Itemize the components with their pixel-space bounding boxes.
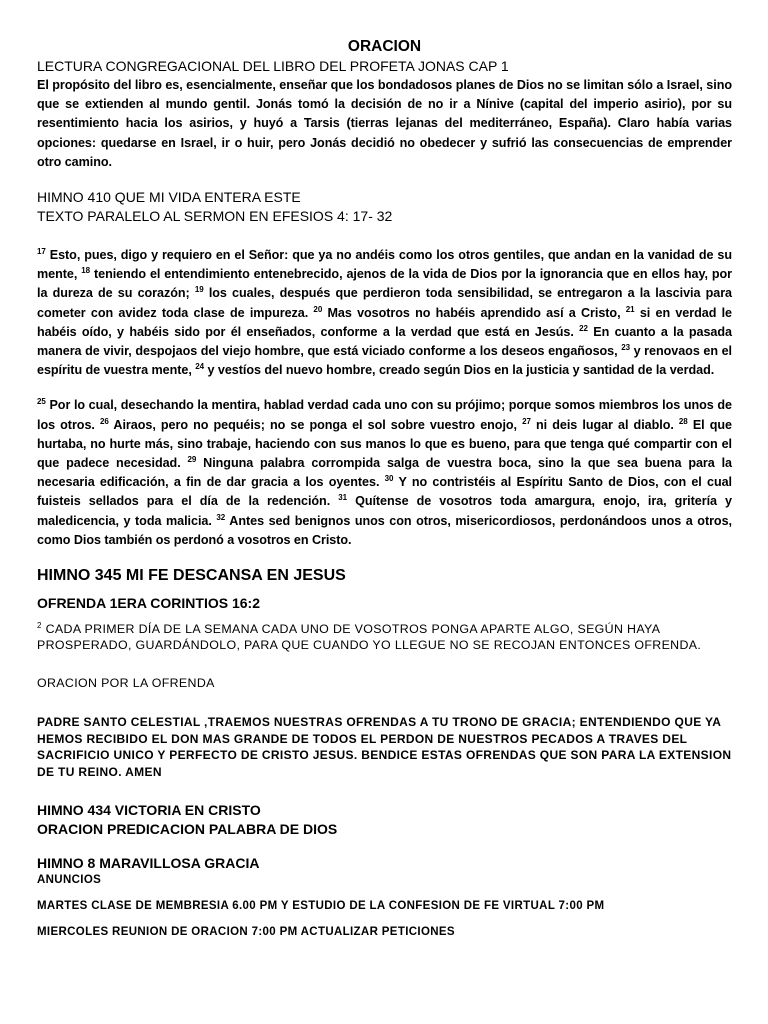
- passage-verses-17-24: [37, 246, 732, 380]
- hymn-434-heading: HIMNO 434 VICTORIA EN CRISTO: [37, 801, 261, 818]
- verse-number: 19: [194, 285, 204, 295]
- verse-number: 28: [678, 416, 688, 426]
- verse-text: El que hurtaba, no hurte más, sino trabaje, haciendo con sus manos lo que es bueno, para que tenga qué compartir con el que padece necesidad.: [37, 417, 732, 471]
- offering-prayer-title: ORACION POR LA OFRENDA: [37, 675, 215, 690]
- verse-number: 18: [81, 266, 91, 276]
- page-title: ORACION: [347, 38, 422, 55]
- verse-text: Y no contristéis al Espíritu Santo de Dios, con el cual fuisteis sellados para el día de la redención.: [37, 475, 733, 509]
- intro-paragraph: El propósito del libro es, esencialmente, enseñar que los bondadosos planes de Dios no se limitan sólo a Israel, sino que se extienden al mundo gentil. Jonás tomó la decisión de no ir a Nínive (capital del imperio asirio), por su resentimiento hacia los asirios, y huyó a Tarsis (tierras lejanas del mediterráneo, España). Claro había varias opciones: quedarse en Israel, ir o huir, pero Jonás decidió no obedecer y sufrió las consecuencias de emprender otro camino.: [37, 78, 732, 169]
- verse-number: 26: [99, 416, 109, 426]
- passage-verses-25-32: [37, 396, 732, 550]
- verse-number: 25: [37, 397, 46, 407]
- verse-text: Por lo cual, desechando la mentira, hablad verdad cada uno con su prójimo; porque somos miembros los unos de los otros.: [37, 398, 732, 432]
- verse-number: 22: [579, 323, 588, 333]
- verse-number: 30: [384, 474, 394, 484]
- verse-text: CADA PRIMER DÍA DE LA SEMANA CADA UNO DE VOSOTROS PONGA APARTE ALGO, SEGÚN HAYA PROSPERADO, GUARDÁNDOLO, PARA QUE CUANDO YO LLEGUE NO SE RECOJAN ENTONCES OFRENDA.: [37, 622, 702, 653]
- verse-text: Mas vosotros no habéis aprendido así a Cristo,: [322, 305, 626, 320]
- hymn-345-heading: HIMNO 345 MI FE DESCANSA EN JESUS: [37, 567, 346, 585]
- verse-number: 32: [216, 512, 226, 522]
- offering-prayer-text: PADRE SANTO CELESTIAL ,TRAEMOS NUESTRAS OFRENDAS A TU TRONO DE GRACIA; ENTENDIENDO QUE YA HEMOS RECIBIDO EL DON MAS GRANDE DE TODOS EL PERDON DE NUESTROS PECADOS A TRAVES DEL SACRIFICIO UNICO Y PERFECTO DE CRISTO JESUS. BENDICE ESTAS OFRENDAS QUE SON PARA LA EXTENSION DE TU REINO. AMEN: [37, 715, 732, 779]
- verse-text: los cuales, después que perdieron toda sensibilidad, se entregaron a la lascivia para cometer con avidez toda clase de impureza.: [37, 286, 733, 320]
- verse-number: 31: [338, 493, 348, 503]
- verse-number: 17: [37, 246, 46, 256]
- verse-number: 29: [187, 454, 197, 464]
- hymn-410-heading: HIMNO 410 QUE MI VIDA ENTERA ESTE: [37, 189, 301, 206]
- verse-number: 2: [37, 620, 42, 630]
- offering-reference: OFRENDA 1ERA CORINTIOS 16:2: [37, 595, 260, 612]
- verse-number: 21: [625, 304, 635, 314]
- sermon-heading: ORACION PREDICACION PALABRA DE DIOS: [37, 820, 338, 837]
- announcement-wednesday: MIERCOLES REUNION DE ORACION 7:00 PM ACTUALIZAR PETICIONES: [37, 925, 455, 938]
- verse-number: 24: [195, 362, 205, 372]
- announcements-title: ANUNCIOS: [37, 873, 102, 886]
- verse-text: En cuanto a la pasada manera de vivir, despojaos del viejo hombre, que está viciado conforme a los deseos engañosos,: [37, 324, 732, 359]
- verse-text: Airaos, pero no pequéis; no se ponga el sol sobre vuestro enojo,: [108, 417, 523, 432]
- verse-text: teniendo el entendimiento entenebrecido, ajenos de la vida de Dios por la ignorancia que en ellos hay, por la dureza de su corazón;: [37, 267, 732, 301]
- verse-text: si en verdad le habéis oído, y habéis sido por él enseñados, conforme a la verdad que está en Jesús.: [37, 305, 732, 339]
- verse-text: ni deis lugar al diablo.: [530, 417, 679, 432]
- verse-text: Esto, pues, digo y requiero en el Señor: que ya no andéis como los otros gentiles, que andan en la vanidad de su mente,: [37, 248, 732, 282]
- verse-number: 20: [313, 304, 323, 314]
- parallel-text-heading: TEXTO PARALELO AL SERMON EN EFESIOS 4: 17- 32: [37, 208, 393, 225]
- verse-text: Antes sed benignos unos con otros, misericordiosos, perdonándoos unos a otros, como Dios también os perdonó a vosotros en Cristo.: [37, 513, 732, 547]
- verse-number: 23: [621, 342, 630, 352]
- offering-verse: [37, 621, 732, 654]
- reading-subtitle: LECTURA CONGREGACIONAL DEL LIBRO DEL PROFETA JONAS CAP 1: [37, 58, 509, 74]
- hymn-8-heading: HIMNO 8 MARAVILLOSA GRACIA: [37, 854, 260, 871]
- verse-text: y renovaos en el espíritu de vuestra mente,: [37, 344, 732, 378]
- verse-text: Ninguna palabra corrompida salga de vuestra boca, sino la que sea buena para la necesaria edificación, a fin de dar gracia a los oyentes.: [37, 456, 732, 490]
- verse-text: Quítense de vosotros toda amargura, enojo, ira, gritería y maledicencia, y toda malicia.: [37, 494, 732, 528]
- verse-text: y vestíos del nuevo hombre, creado según Dios en la justicia y santidad de la verdad.: [204, 363, 715, 378]
- verse-number: 27: [522, 416, 531, 426]
- announcement-tuesday: MARTES CLASE DE MEMBRESIA 6.00 PM Y ESTUDIO DE LA CONFESION DE FE VIRTUAL 7:00 PM: [37, 900, 605, 913]
